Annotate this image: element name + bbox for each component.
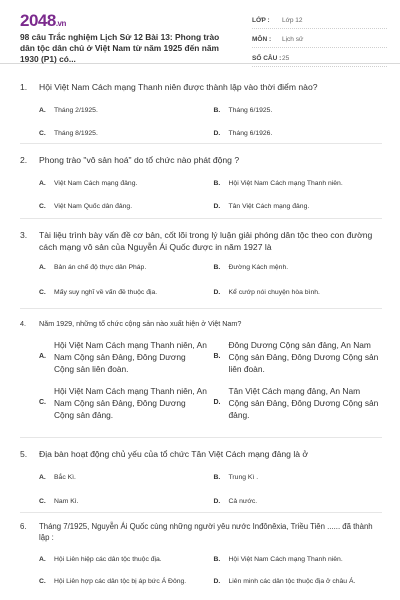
question-4: [20, 318, 382, 421]
site-logo[interactable]: [20, 12, 66, 33]
document-meta: [252, 12, 387, 69]
option-text: Tháng 6/1926.: [228, 130, 273, 137]
option-letter: A.: [39, 180, 46, 187]
option-letter: A.: [39, 474, 46, 481]
option-text: Nam Kì.: [54, 498, 79, 505]
option-d[interactable]: [214, 288, 383, 298]
option-letter: A.: [39, 353, 46, 360]
option-text: Việt Nam Cách mạng đảng.: [54, 180, 138, 187]
option-letter: D.: [213, 130, 221, 137]
option-c[interactable]: [39, 129, 208, 139]
option-letter: A.: [39, 264, 46, 271]
option-text: Cả nước.: [228, 498, 258, 505]
option-a[interactable]: [39, 179, 208, 189]
logo-suffix: .vn: [55, 19, 66, 28]
question-text: Tháng 7/1925, Nguyễn Ái Quốc cùng những người yêu nước Inđônêxia, Triều Tiên ...... đã thành lập :: [39, 522, 373, 542]
question-6: [20, 521, 382, 587]
option-letter: B.: [213, 180, 221, 187]
option-text: Trung Kì .: [228, 474, 259, 481]
option-b[interactable]: [214, 555, 383, 565]
option-letter: B.: [213, 264, 221, 271]
option-a[interactable]: [39, 555, 208, 565]
option-letter: C.: [39, 203, 46, 210]
option-a[interactable]: [39, 339, 208, 375]
document-header: [0, 0, 400, 64]
meta-key: LỚP :: [252, 16, 270, 24]
divider: [20, 218, 382, 219]
option-letter: C.: [39, 399, 46, 406]
option-text: Mấy suy nghĩ về vấn đề thuộc địa.: [54, 289, 158, 296]
option-d[interactable]: [214, 577, 383, 587]
option-text: Hội Liên hợp các dân tộc bị áp bức Á Đông.: [54, 578, 187, 585]
option-c[interactable]: [39, 385, 208, 421]
meta-key: MÔN :: [252, 35, 272, 43]
option-a[interactable]: [39, 106, 208, 116]
option-b[interactable]: [214, 339, 383, 375]
option-letter: C.: [39, 498, 46, 505]
question-number: 5.: [20, 449, 28, 459]
option-letter: B.: [213, 353, 221, 360]
meta-value: 25: [282, 54, 290, 62]
option-text: Tân Việt Cách mạng đảng, An Nam Cộng sản Đảng, Đông Dương Cộng sản đảng.: [228, 386, 379, 420]
question-1: [20, 81, 382, 139]
option-b[interactable]: [214, 263, 383, 273]
question-text: Tài liệu trình bày vấn đề cơ bản, cốt lõi trong lý luận giải phóng dân tộc theo con đường cách mạng vô sản của Nguyễn Ái Quốc được in năm 1927 là: [39, 230, 373, 252]
question-text: Địa bàn hoạt động chủ yếu của tổ chức Tân Việt Cách mạng đảng là ở: [39, 449, 309, 459]
option-text: Bản án chế độ thực dân Pháp.: [54, 264, 147, 271]
option-letter: A.: [39, 556, 46, 563]
option-text: Kể cướp nói chuyện hòa bình.: [228, 289, 320, 296]
question-text: Năm 1929, những tổ chức cộng sản nào xuất hiện ở Việt Nam?: [39, 319, 242, 328]
option-letter: B.: [213, 474, 221, 481]
question-text: Hội Việt Nam Cách mạng Thanh niên được thành lập vào thời điểm nào?: [39, 82, 318, 92]
option-text: Tân Việt Cách mạng đảng.: [228, 203, 310, 210]
option-d[interactable]: [214, 385, 383, 421]
option-c[interactable]: [39, 577, 208, 587]
question-number: 6.: [20, 522, 27, 531]
option-text: Tháng 8/1925.: [54, 130, 98, 137]
divider: [20, 143, 382, 144]
question-5: [20, 448, 382, 507]
question-number: 2.: [20, 155, 28, 165]
option-letter: B.: [213, 107, 221, 114]
option-a[interactable]: [39, 473, 208, 483]
meta-row-class: [252, 12, 387, 29]
option-letter: C.: [39, 130, 46, 137]
divider: [20, 437, 382, 438]
question-2: [20, 154, 382, 212]
logo-text: 2048: [20, 11, 56, 30]
meta-value: Lịch sử: [282, 35, 304, 43]
divider: [20, 308, 382, 309]
meta-row-subject: [252, 31, 387, 48]
option-text: Hội Việt Nam Cách mạng Thanh niên.: [228, 180, 343, 187]
option-text: Bắc Kì.: [54, 474, 76, 481]
option-letter: D.: [213, 399, 221, 406]
option-d[interactable]: [214, 497, 383, 507]
option-c[interactable]: [39, 202, 208, 212]
meta-value: Lớp 12: [282, 16, 303, 24]
meta-row-count: [252, 50, 387, 67]
option-letter: C.: [39, 289, 46, 296]
option-b[interactable]: [214, 473, 383, 483]
option-letter: D.: [213, 578, 221, 585]
option-letter: A.: [39, 107, 46, 114]
option-a[interactable]: [39, 263, 208, 273]
option-text: Tháng 2/1925.: [54, 107, 98, 114]
document-title: 98 câu Trắc nghiệm Lịch Sử 12 Bài 13: Phong trào dân tộc dân chủ ở Việt Nam từ năm 1925 đến năm 1930 (P1) có...: [20, 32, 220, 64]
question-number: 3.: [20, 230, 28, 240]
option-letter: D.: [213, 289, 221, 296]
option-text: Đường Kách mệnh.: [228, 264, 289, 271]
question-number: 4.: [20, 319, 26, 328]
option-text: Hội Liên hiệp các dân tộc thuộc địa.: [54, 556, 162, 563]
divider: [20, 512, 382, 513]
option-text: Hội Việt Nam Cách mạng Thanh niên.: [228, 556, 343, 563]
option-letter: C.: [39, 578, 46, 585]
option-d[interactable]: [214, 129, 383, 139]
option-text: Đông Dương Cộng sản đảng, An Nam Cộng sản Đảng, Đông Dương Cộng sản liên đoàn.: [228, 340, 379, 374]
question-text: Phong trào "vô sản hoá" do tổ chức nào phát động ?: [39, 155, 240, 165]
option-letter: D.: [213, 498, 221, 505]
option-letter: B.: [213, 556, 221, 563]
meta-key: SỐ CÂU :: [252, 54, 282, 62]
question-number: 1.: [20, 82, 28, 92]
option-c[interactable]: [39, 497, 208, 507]
option-text: Hội Việt Nam Cách mạng Thanh niên, An Nam Cộng sản Đảng, Đông Dương Cộng sản liên đoàn.: [54, 340, 207, 374]
option-b[interactable]: [214, 179, 383, 189]
option-c[interactable]: [39, 288, 208, 298]
option-b[interactable]: [214, 106, 383, 116]
option-d[interactable]: [214, 202, 383, 212]
option-text: Tháng 6/1925.: [228, 107, 273, 114]
option-text: Việt Nam Quốc dân đảng.: [54, 203, 133, 210]
option-text: Hội Việt Nam Cách mạng Thanh niên, An Nam Cộng sản Đảng, Đông Dương Cộng sản đảng.: [54, 386, 207, 420]
question-3: [20, 229, 382, 298]
option-letter: D.: [213, 203, 221, 210]
option-text: Liên minh các dân tộc thuộc địa ở châu Á.: [228, 578, 356, 585]
